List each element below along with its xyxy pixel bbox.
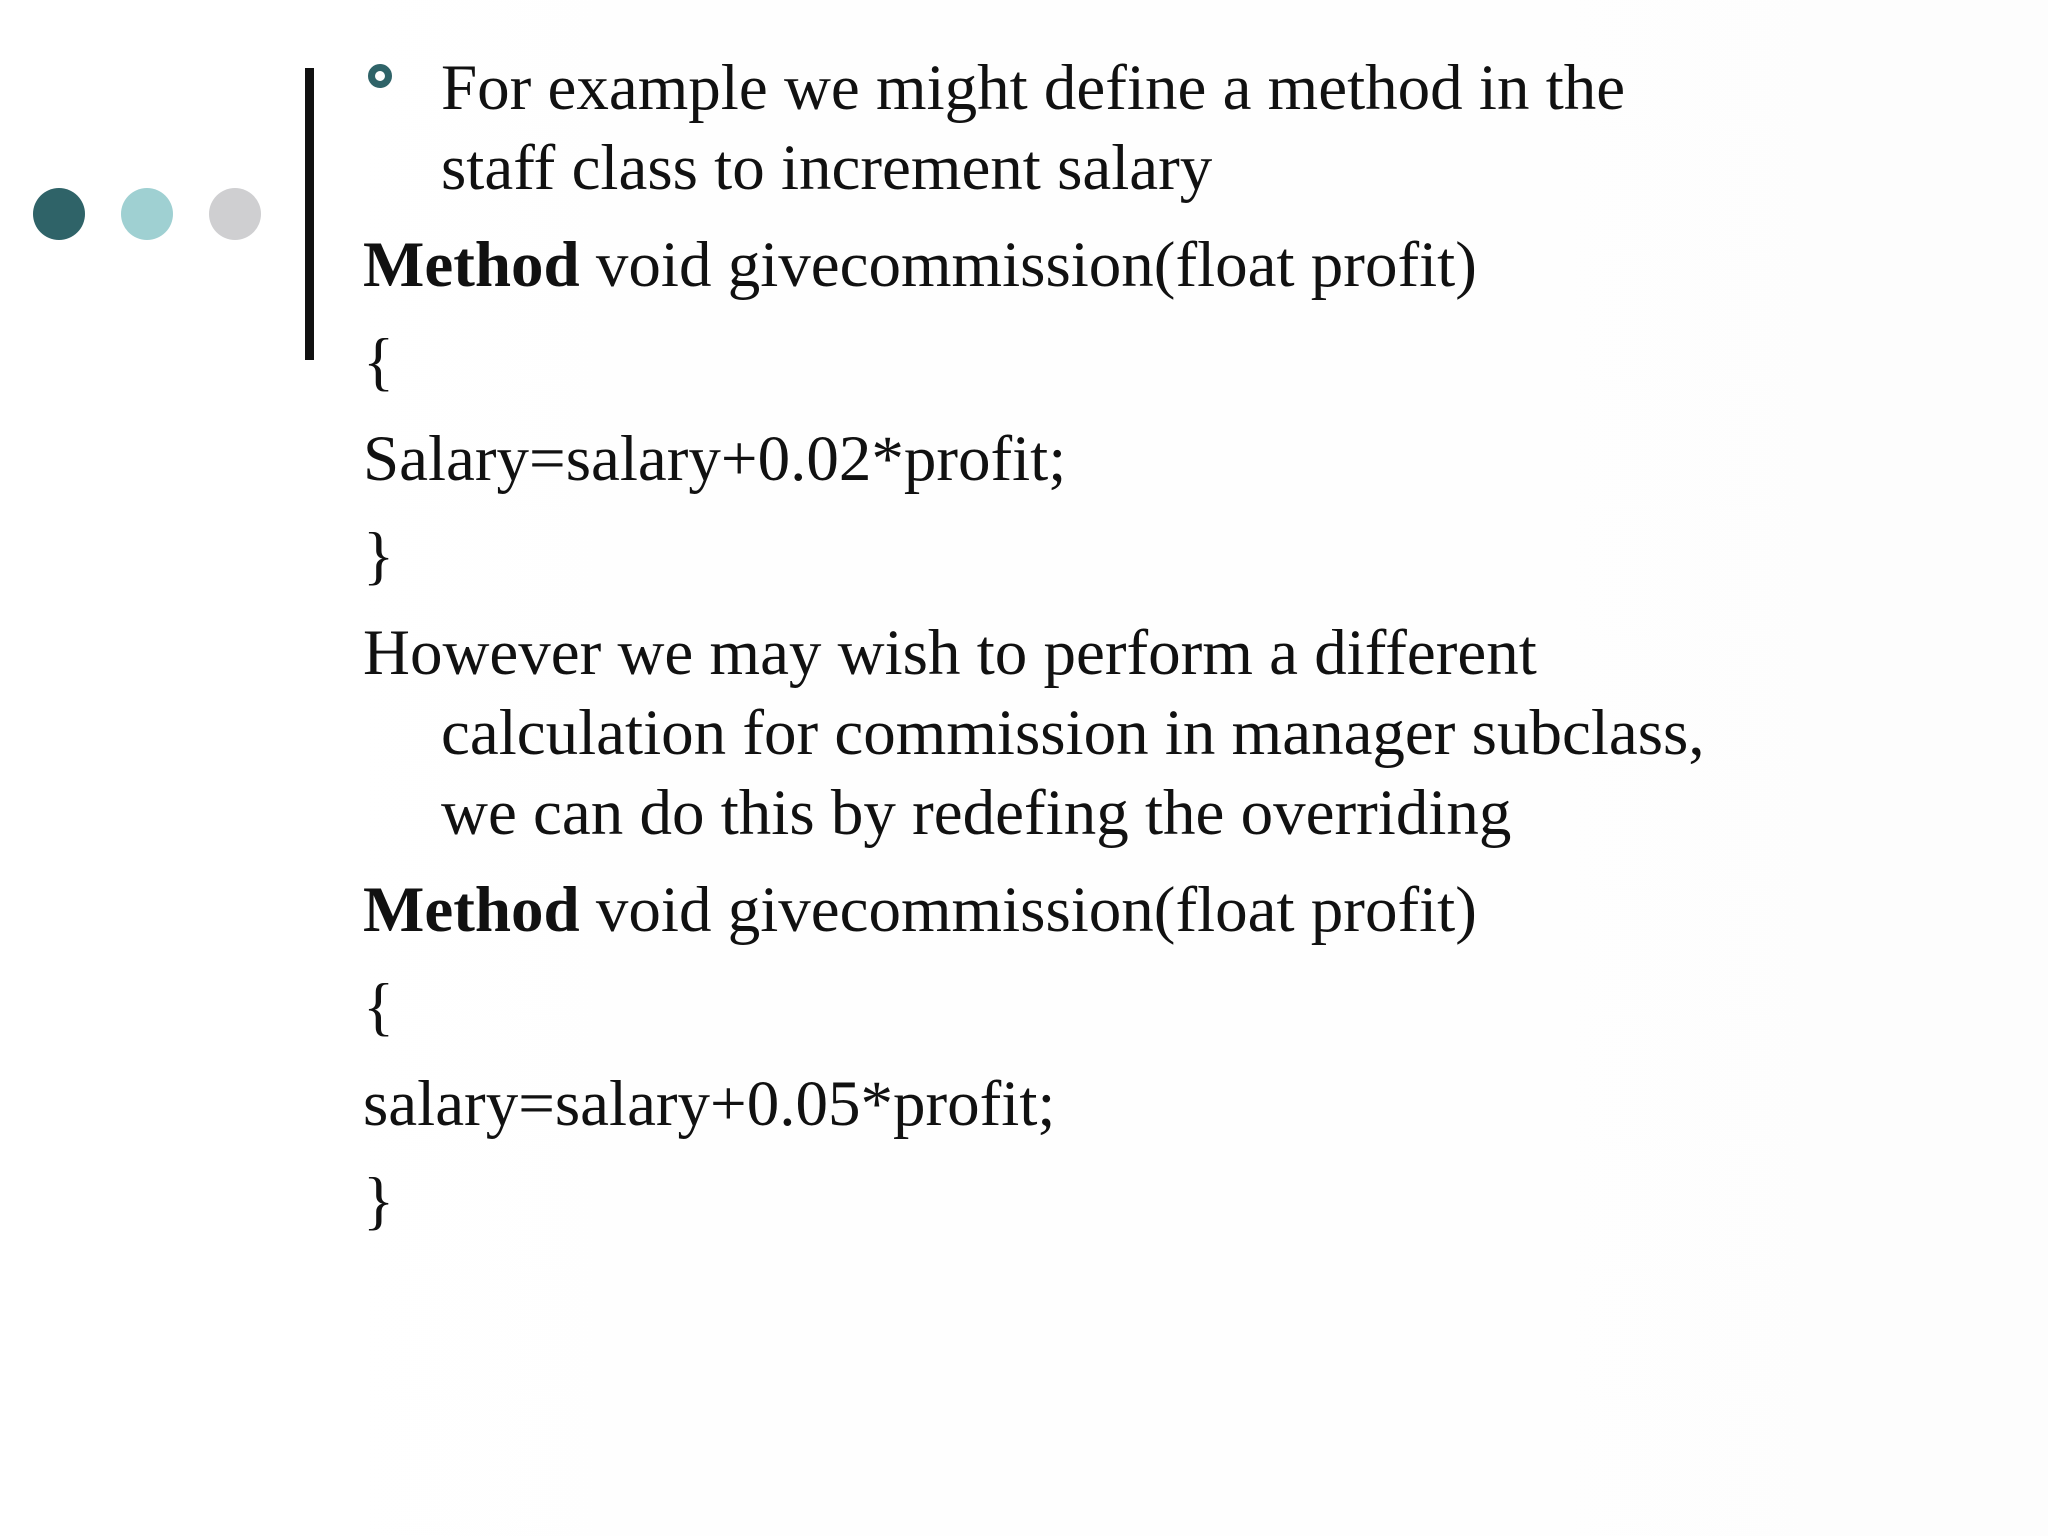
method-keyword: Method	[363, 874, 580, 946]
decor-dot-gray	[209, 188, 261, 240]
code-statement-2: salary=salary+0.05*profit;	[363, 1068, 1056, 1140]
method-signature-2	[363, 870, 1963, 950]
method-signature-text: void givecommission(float profit)	[579, 229, 1477, 301]
method-signature-1	[363, 225, 1963, 305]
vertical-divider-bar	[305, 68, 314, 360]
slide-body	[363, 48, 1963, 1241]
decor-dot-dark-teal	[33, 188, 85, 240]
method-signature-text: void givecommission(float profit)	[579, 874, 1477, 946]
method-keyword: Method	[363, 229, 580, 301]
paragraph-line-2: calculation for commission in manager subclass,	[441, 697, 1705, 769]
bullet-text-line-2: staff class to increment salary	[441, 132, 1213, 204]
close-brace-2: }	[363, 1165, 395, 1237]
open-brace-1: {	[363, 326, 395, 398]
open-brace-2: {	[363, 971, 395, 1043]
close-brace-1: }	[363, 520, 395, 592]
code-statement-1: Salary=salary+0.02*profit;	[363, 423, 1067, 495]
paragraph-line-1: However we may wish to perform a different	[363, 617, 1537, 689]
bullet-text-line-1: For example we might define a method in the	[441, 52, 1626, 124]
paragraph-line-3: we can do this by redefing the overriding	[441, 777, 1512, 849]
decor-dot-light-teal	[121, 188, 173, 240]
